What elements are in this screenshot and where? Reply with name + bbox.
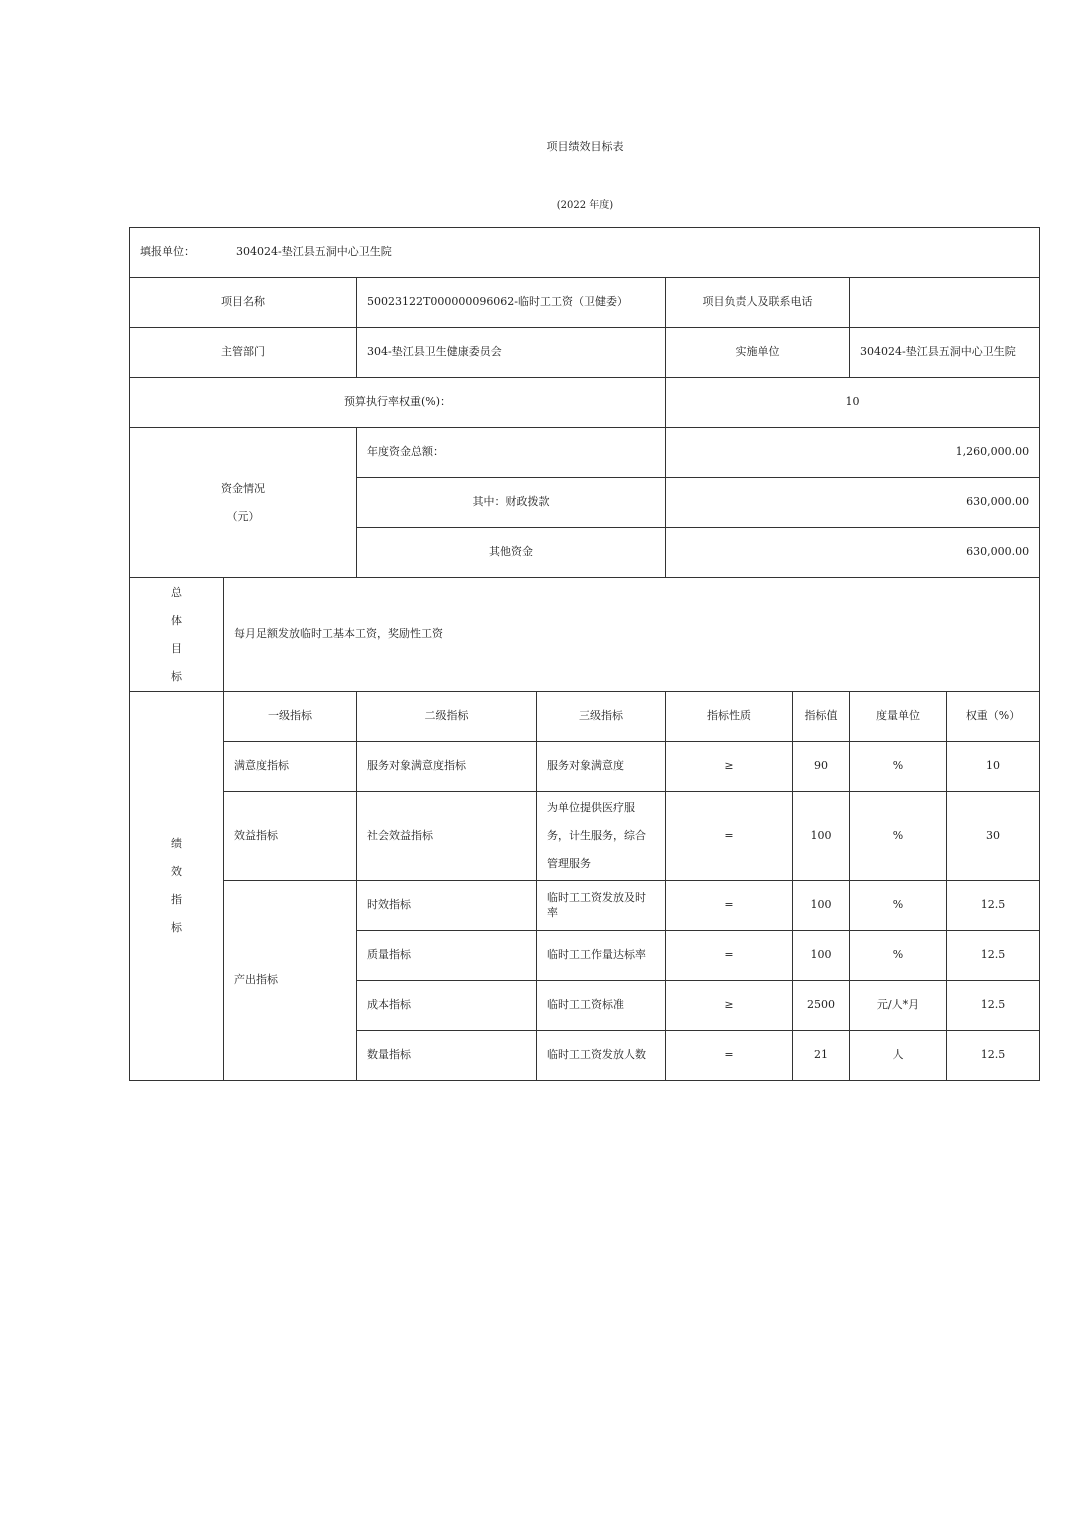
perf-header-l3: 三级指标: [537, 692, 666, 742]
budget-rate-row: [130, 378, 1040, 428]
dept-label: 主管部门: [130, 328, 357, 378]
funds-total-row: [130, 428, 1040, 478]
row-value: 100: [793, 931, 850, 981]
row-l2: 质量指标: [357, 931, 537, 981]
perf-label-char: 指: [171, 893, 182, 906]
table-row: [130, 792, 1040, 881]
row-nature: =: [666, 881, 793, 931]
goal-text: 每月足额发放临时工基本工资，奖励性工资: [224, 578, 1040, 692]
filler-cell: [130, 228, 1040, 278]
funds-total-label: 年度资金总额：: [357, 428, 666, 478]
row-weight: 12.5: [947, 981, 1040, 1031]
budget-rate-label: 预算执行率权重(%)：: [130, 378, 666, 428]
row-unit: %: [850, 792, 947, 881]
perf-header-nature: 指标性质: [666, 692, 793, 742]
row-nature: =: [666, 792, 793, 881]
row-l3: 为单位提供医疗服务，计生服务，综合管理服务: [537, 792, 666, 881]
goal-label-char: 总: [171, 585, 182, 599]
row-l3: 临时工工资发放人数: [537, 1031, 666, 1081]
performance-table: [129, 227, 1040, 1081]
table-row: [130, 742, 1040, 792]
project-name-label: 项目名称: [130, 278, 357, 328]
row-l1: 产出指标: [224, 881, 357, 1081]
perf-header-unit: 度量单位: [850, 692, 947, 742]
perf-header-l2: 二级指标: [357, 692, 537, 742]
row-weight: 30: [947, 792, 1040, 881]
doc-title: 项目绩效目标表: [546, 140, 624, 153]
project-name-value: 50023122T000000096062-临时工工资（卫健委）: [357, 278, 666, 328]
row-nature: =: [666, 1031, 793, 1081]
row-l2: 时效指标: [357, 881, 537, 931]
budget-rate-value: 10: [666, 378, 1040, 428]
filler-row: [130, 228, 1040, 278]
row-value: 2500: [793, 981, 850, 1031]
row-value: 90: [793, 742, 850, 792]
row-weight: 12.5: [947, 881, 1040, 931]
impl-label: 实施单位: [666, 328, 850, 378]
row-l2: 成本指标: [357, 981, 537, 1031]
funds-label-line2: （元）: [226, 509, 260, 523]
doc-year: (2022 年度): [556, 200, 614, 211]
perf-label: [130, 692, 224, 1081]
row-l2: 社会效益指标: [357, 792, 537, 881]
row-value: 100: [793, 792, 850, 881]
row-unit: %: [850, 931, 947, 981]
perf-label-char: 效: [171, 865, 182, 878]
row-weight: 10: [947, 742, 1040, 792]
row-unit: 元/人*月: [850, 981, 947, 1031]
contact-value: [850, 278, 1040, 328]
perf-header-value: 指标值: [793, 692, 850, 742]
row-value: 100: [793, 881, 850, 931]
row-weight: 12.5: [947, 931, 1040, 981]
row-unit: 人: [850, 1031, 947, 1081]
row-nature: ≥: [666, 981, 793, 1031]
goal-row: [130, 578, 1040, 692]
contact-label: 项目负责人及联系电话: [666, 278, 850, 328]
dept-value: 304-垫江县卫生健康委员会: [357, 328, 666, 378]
funds-label-line1: 资金情况: [221, 481, 265, 495]
row-l3: 临时工工作量达标率: [537, 931, 666, 981]
row-value: 21: [793, 1031, 850, 1081]
row-nature: =: [666, 931, 793, 981]
filler-label: 填报单位：: [140, 245, 195, 259]
row-unit: %: [850, 881, 947, 931]
filler-value: 304024-垫江县五洞中心卫生院: [236, 245, 392, 259]
perf-header-l1: 一级指标: [224, 692, 357, 742]
row-weight: 12.5: [947, 1031, 1040, 1081]
goal-label-char: 目: [171, 641, 182, 655]
row-l1: 效益指标: [224, 792, 357, 881]
funds-other-label: 其他资金: [357, 528, 666, 578]
funds-label: [130, 428, 357, 578]
perf-label-char: 标: [171, 921, 182, 934]
row-l1: 满意度指标: [224, 742, 357, 792]
funds-total-value: 1,260,000.00: [666, 428, 1040, 478]
perf-header-weight: 权重（%）: [947, 692, 1040, 742]
row-nature: ≥: [666, 742, 793, 792]
row-l2: 服务对象满意度指标: [357, 742, 537, 792]
project-name-row: [130, 278, 1040, 328]
funds-other-value: 630,000.00: [666, 528, 1040, 578]
row-l3: 服务对象满意度: [537, 742, 666, 792]
row-l3: 临时工工资发放及时率: [537, 881, 666, 931]
funds-fiscal-label: 其中：财政拨款: [357, 478, 666, 528]
perf-label-char: 绩: [171, 837, 182, 850]
row-l3: 临时工工资标准: [537, 981, 666, 1031]
table-row: [130, 881, 1040, 931]
row-unit: %: [850, 742, 947, 792]
goal-label-char: 标: [171, 669, 182, 683]
perf-header-row: [130, 692, 1040, 742]
funds-fiscal-value: 630,000.00: [666, 478, 1040, 528]
goal-label: [130, 578, 224, 692]
dept-row: [130, 328, 1040, 378]
impl-value: 304024-垫江县五洞中心卫生院: [850, 328, 1040, 378]
goal-label-char: 体: [171, 613, 182, 627]
row-l2: 数量指标: [357, 1031, 537, 1081]
